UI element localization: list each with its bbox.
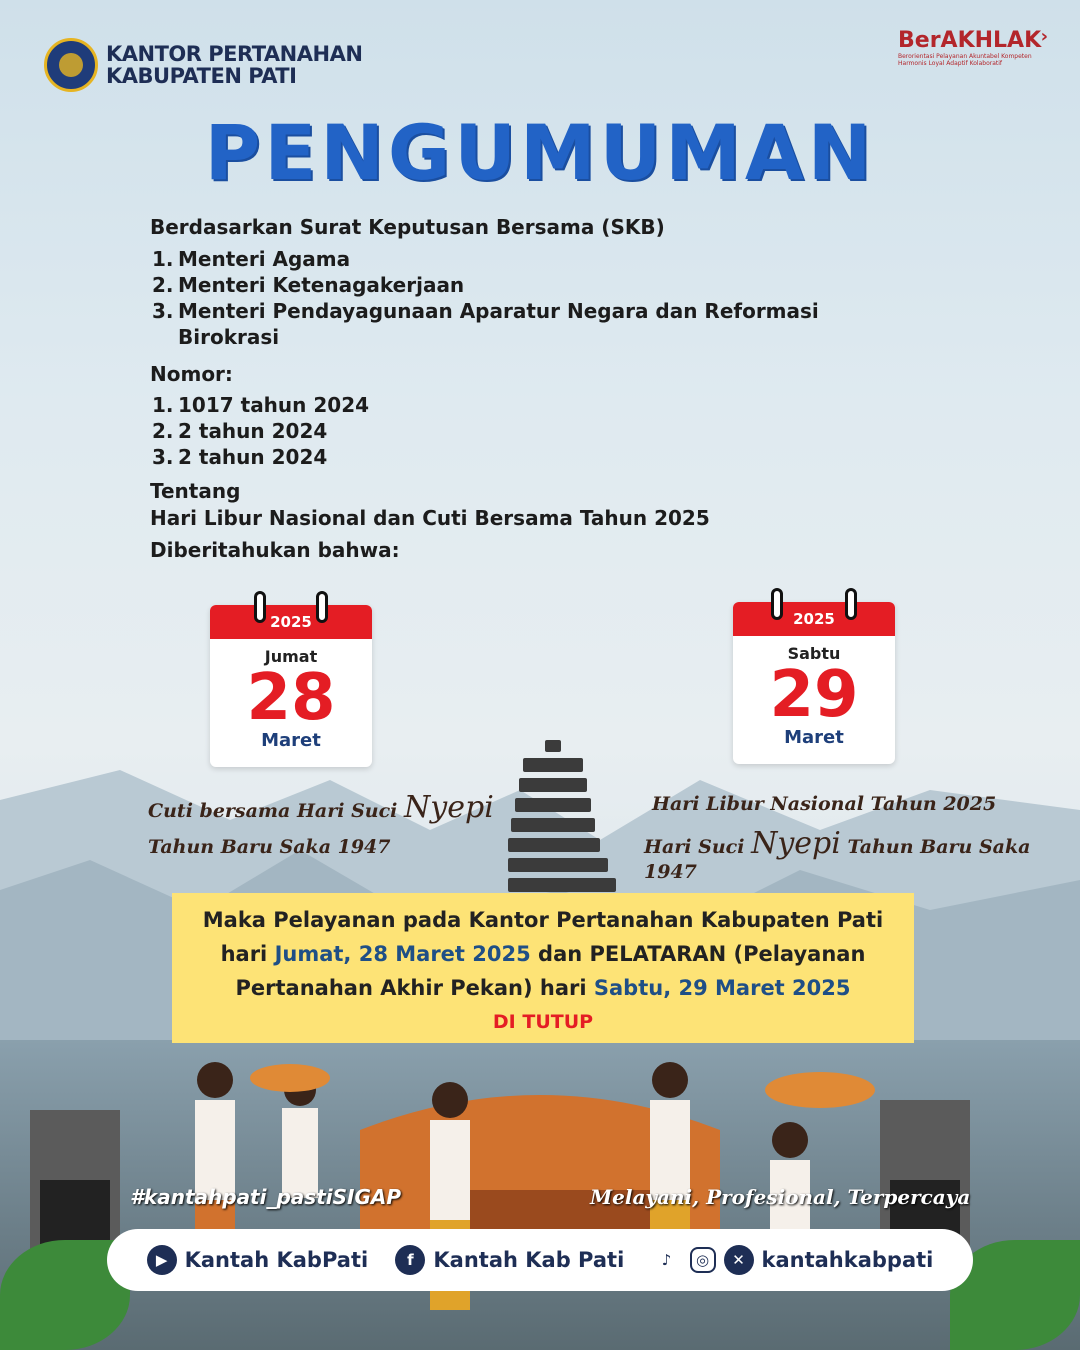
calendar-month: Maret (784, 727, 844, 748)
berakhlak-title: BerAKHLAK (898, 28, 1042, 53)
page-title: PENGUMUMAN (204, 108, 876, 197)
tagline: Melayani, Profesional, Terpercaya (590, 1185, 971, 1209)
notice-date-sabtu: Sabtu, 29 Maret 2025 (593, 976, 851, 1000)
berakhlak-tagline-2: Harmonis Loyal Adaptif Kolaboratif (898, 60, 1003, 67)
calendar-month: Maret (261, 730, 321, 751)
caption-left-line2: Tahun Baru Saka 1947 (148, 836, 391, 858)
list-item: 3. Menteri Pendayagunaan Aparatur Negara dan Reformasi Birokrasi (152, 299, 819, 349)
notice-closed: DI TUTUP (492, 1011, 594, 1033)
nomor-list (152, 392, 369, 470)
facebook-icon: f (395, 1245, 425, 1275)
office-name-line2: KABUPATEN PATI (106, 64, 297, 88)
office-name-line1: KANTOR PERTANAHAN (106, 42, 363, 66)
calendar-year: 2025 (210, 605, 372, 639)
tentang-block (150, 478, 710, 532)
x-icon: ✕ (724, 1245, 754, 1275)
hashtag: #kantahpati_pastiSIGAP (130, 1185, 402, 1209)
list-item: 1. 1017 tahun 2024 (152, 393, 370, 417)
calendar-ring-icon (845, 588, 857, 620)
list-item: 2. Menteri Ketenagakerjaan (152, 273, 465, 297)
tiktok-icon: ♪ (652, 1245, 682, 1275)
calendar-date: 29 (769, 658, 859, 732)
handle-label: kantahkabpati (761, 1248, 934, 1272)
notice-date-jumat: Jumat, 28 Maret 2025 (274, 942, 531, 966)
facebook-label: Kantah Kab Pati (433, 1248, 625, 1272)
ministry-list (152, 246, 872, 350)
calendar-ring-icon (316, 591, 328, 623)
berakhlak-logo (898, 28, 1048, 67)
youtube-label: Kantah KabPati (184, 1248, 369, 1272)
office-logo-block (44, 38, 362, 92)
chevron-right-icon: › (1040, 26, 1048, 47)
caption-left-line1: Cuti bersama Hari Suci Nyepi (148, 790, 494, 825)
bpn-emblem-icon (44, 38, 98, 92)
notice-line3: Pertanahan Akhir Pekan) hari Sabtu, 29 Maret 2025 (235, 976, 851, 1000)
social-bar (107, 1229, 973, 1291)
closure-notice (172, 893, 914, 1043)
list-item: 1. Menteri Agama (152, 247, 351, 271)
calendar-card-sabtu (733, 602, 895, 764)
list-item: 3. 2 tahun 2024 (152, 445, 328, 469)
intro-text: Berdasarkan Surat Keputusan Bersama (SKB) (150, 215, 665, 239)
calendar-day: Jumat (264, 647, 318, 666)
notice-line2: hari Jumat, 28 Maret 2025 dan PELATARAN (Pelayanan (220, 942, 866, 966)
caption-right-line1: Hari Libur Nasional Tahun 2025 (652, 793, 997, 815)
tentang-label: Tentang (150, 479, 241, 503)
nomor-label: Nomor: (150, 362, 233, 386)
social-youtube[interactable] (147, 1245, 369, 1275)
youtube-icon: ▶ (147, 1245, 177, 1275)
calendar-day: Sabtu (787, 644, 841, 663)
social-facebook[interactable] (395, 1245, 624, 1275)
social-handle[interactable] (652, 1245, 934, 1275)
calendar-ring-icon (771, 588, 783, 620)
list-item: 2. 2 tahun 2024 (152, 419, 328, 443)
caption-right-line2: Hari Suci Nyepi Tahun Baru Saka 1947 (644, 826, 1031, 883)
tentang-text: Hari Libur Nasional dan Cuti Bersama Tahun 2025 (150, 506, 710, 530)
instagram-icon: ◎ (690, 1247, 716, 1273)
calendar-year: 2025 (733, 602, 895, 636)
berakhlak-tagline-1: Berorientasi Pelayanan Akuntabel Kompeten (898, 53, 1032, 60)
calendar-ring-icon (254, 591, 266, 623)
notice-line1: Maka Pelayanan pada Kantor Pertanahan Kabupaten Pati (202, 908, 884, 932)
calendar-date: 28 (246, 661, 336, 735)
calendar-card-jumat (210, 605, 372, 767)
diberitahukan-text: Diberitahukan bahwa: (150, 538, 400, 562)
